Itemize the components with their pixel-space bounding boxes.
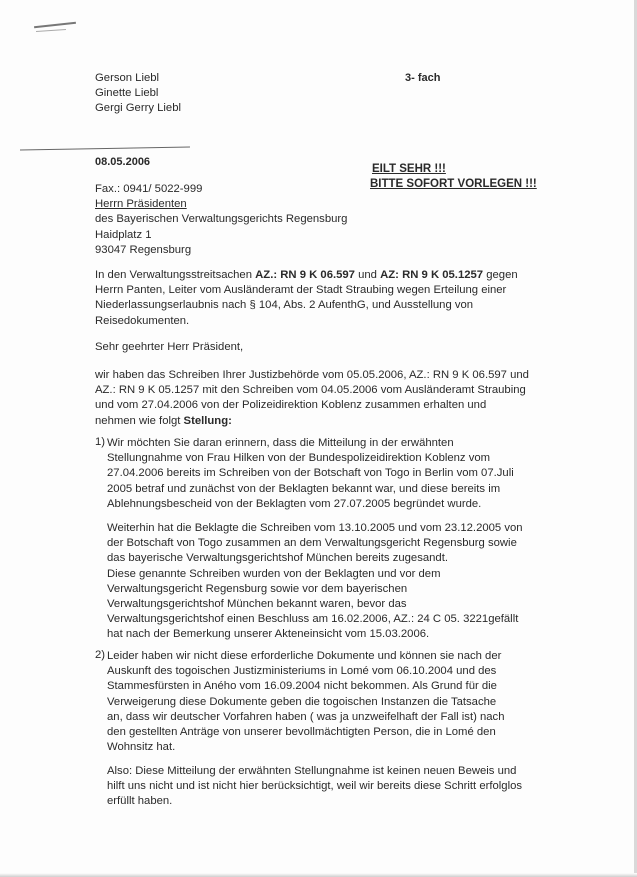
point-line: Verweigerung diese Dokumente geben die togoischen Instanzen die Tatsache xyxy=(107,695,497,708)
point-number: 2) xyxy=(95,649,106,661)
recipient-address xyxy=(95,182,347,258)
recipient-street: Haidplatz 1 xyxy=(95,228,152,241)
point-line: Stammesfürsten in Aného vom 16.09.2004 nicht bekommen. Als Grund für die xyxy=(107,680,497,693)
sender-name: Gerson Liebl xyxy=(95,72,160,84)
urgent-note: EILT SEHR !!! xyxy=(372,163,446,175)
point-line: Also: Diese Mitteilung der erwähnten Stellungnahme ist keinen neuen Beweis und xyxy=(107,765,517,777)
intro-emphasis: Stellung xyxy=(183,414,229,427)
point-1-continuation xyxy=(107,521,567,643)
sender-name: Ginette Liebl xyxy=(95,87,159,100)
intro-paragraph xyxy=(95,368,565,429)
point-line: Verwaltungsgerichtshof München bekannt waren, bevor das xyxy=(107,597,407,610)
fax-number: Fax.: 0941/ 5022-999 xyxy=(95,183,203,195)
point-line: Auskunft des togoischen Justizministeriums in Lomé vom 06.10.2004 und des xyxy=(107,665,497,678)
scan-edge-bottom xyxy=(0,873,637,877)
point-line: an, dass wir deutscher Vorfahren haben ( was ja unzweifelhaft der Fall ist) nach xyxy=(107,710,505,723)
point-line: Stellungnahme von Frau Hilken von der Bundespolizeidirektion Koblenz vom xyxy=(107,452,491,465)
intro-text: nehmen wie folgt xyxy=(95,414,184,427)
intro-line: AZ.: RN 9 K 05.1257 mit den Schreiben vom 04.05.2006 vom Ausländeramt Straubing xyxy=(95,384,526,397)
intro-line: und vom 27.04.2006 von der Polizeidirektion Koblenz zusammen erhalten und xyxy=(95,399,487,412)
subject-line: Niederlassungserlaubnis nach § 104, Abs. 2 AufenthG, und Ausstellung von xyxy=(95,299,474,312)
subject-paragraph xyxy=(95,268,565,329)
recipient-city: 93047 Regensburg xyxy=(95,243,192,256)
greeting: Sehr geehrter Herr Präsident, xyxy=(95,341,244,353)
point-line: den gestellten Anträge von unserer bevollmächtigten Person, die in Lomé den xyxy=(107,725,496,738)
point-line: Leider haben wir nicht diese erforderliche Dokumente und können sie nach der xyxy=(107,650,502,662)
case-number: AZ.: RN 9 K 06.597 xyxy=(255,269,355,281)
point-number: 1) xyxy=(95,436,106,448)
staple-mark xyxy=(34,22,76,28)
copies-note: 3- fach xyxy=(405,72,441,84)
recipient-court: des Bayerischen Verwaltungsgerichts Regensburg xyxy=(95,213,348,226)
point-line: Ablehnungsbescheid von der Beklagten vom 27.07.2005 begründet wurde. xyxy=(107,497,482,510)
point-line: 27.04.2006 bereits im Schreiben von der Botschaft von Togo in Berlin vom 07.Juli xyxy=(107,467,514,480)
point-2-paragraph xyxy=(107,649,567,755)
letter-date: 08.05.2006 xyxy=(95,156,151,168)
point-line: hat nach der Bemerkung unserer Akteneinsicht vom 15.03.2006. xyxy=(107,628,430,641)
subject-line: Herrn Panten, Leiter vom Ausländeramt der Stadt Straubing wegen Erteilung einer xyxy=(95,284,507,297)
urgent-note-2: BITTE SOFORT VORLEGEN !!! xyxy=(370,178,537,190)
sender-name: Gergi Gerry Liebl xyxy=(95,102,182,115)
point-line: Wohnsitz hat. xyxy=(107,741,176,754)
point-line: Verwaltungsgerichtshof einen Beschluss am 16.02.2006, AZ.: 24 C 05. 3221gefällt xyxy=(107,613,519,626)
case-number: AZ: RN 9 K 05.1257 xyxy=(380,269,484,281)
subject-text: In den Verwaltungsstreitsachen xyxy=(95,269,256,281)
subject-text: gegen xyxy=(483,269,518,281)
point-line: hilft uns nicht und ist nicht hier berücksichtigt, weil wir bereits diese Schritt erfolglos xyxy=(107,780,523,793)
point-line: der Botschaft von Togo zusammen an dem Verwaltungsgericht Regensburg sowie xyxy=(107,537,517,550)
point-1-paragraph xyxy=(107,436,567,512)
sender-block xyxy=(95,71,181,117)
staple-mark-shadow xyxy=(36,29,66,32)
point-line: Weiterhin hat die Beklagte die Schreiben vom 13.10.2005 und vom 23.12.2005 von xyxy=(107,522,523,534)
intro-line: wir haben das Schreiben Ihrer Justizbehörde vom 05.05.2006, AZ.: RN 9 K 06.597 und xyxy=(95,369,529,381)
subject-line: Reisedokumenten. xyxy=(95,314,190,327)
point-line: Diese genannte Schreiben wurden von der Beklagten und vor dem xyxy=(107,567,441,580)
divider-line xyxy=(20,147,190,151)
recipient-title: Herrn Präsidenten xyxy=(95,198,187,211)
point-line: erfüllt haben. xyxy=(107,795,173,808)
point-line: Verwaltungsgericht Regensburg sowie vor dem bayerischen xyxy=(107,582,408,595)
point-line: Wir möchten Sie daran erinnern, dass die Mitteilung in der erwähnten xyxy=(107,437,454,449)
intro-colon: : xyxy=(228,414,232,427)
subject-text: und xyxy=(354,269,381,281)
point-2-continuation xyxy=(107,764,567,810)
point-line: das bayerische Verwaltungsgerichtshof München bereits zugesandt. xyxy=(107,552,448,565)
point-line: 2005 betraf und zunächst von der Beklagten bekannt war, und diese bereits im xyxy=(107,482,501,495)
